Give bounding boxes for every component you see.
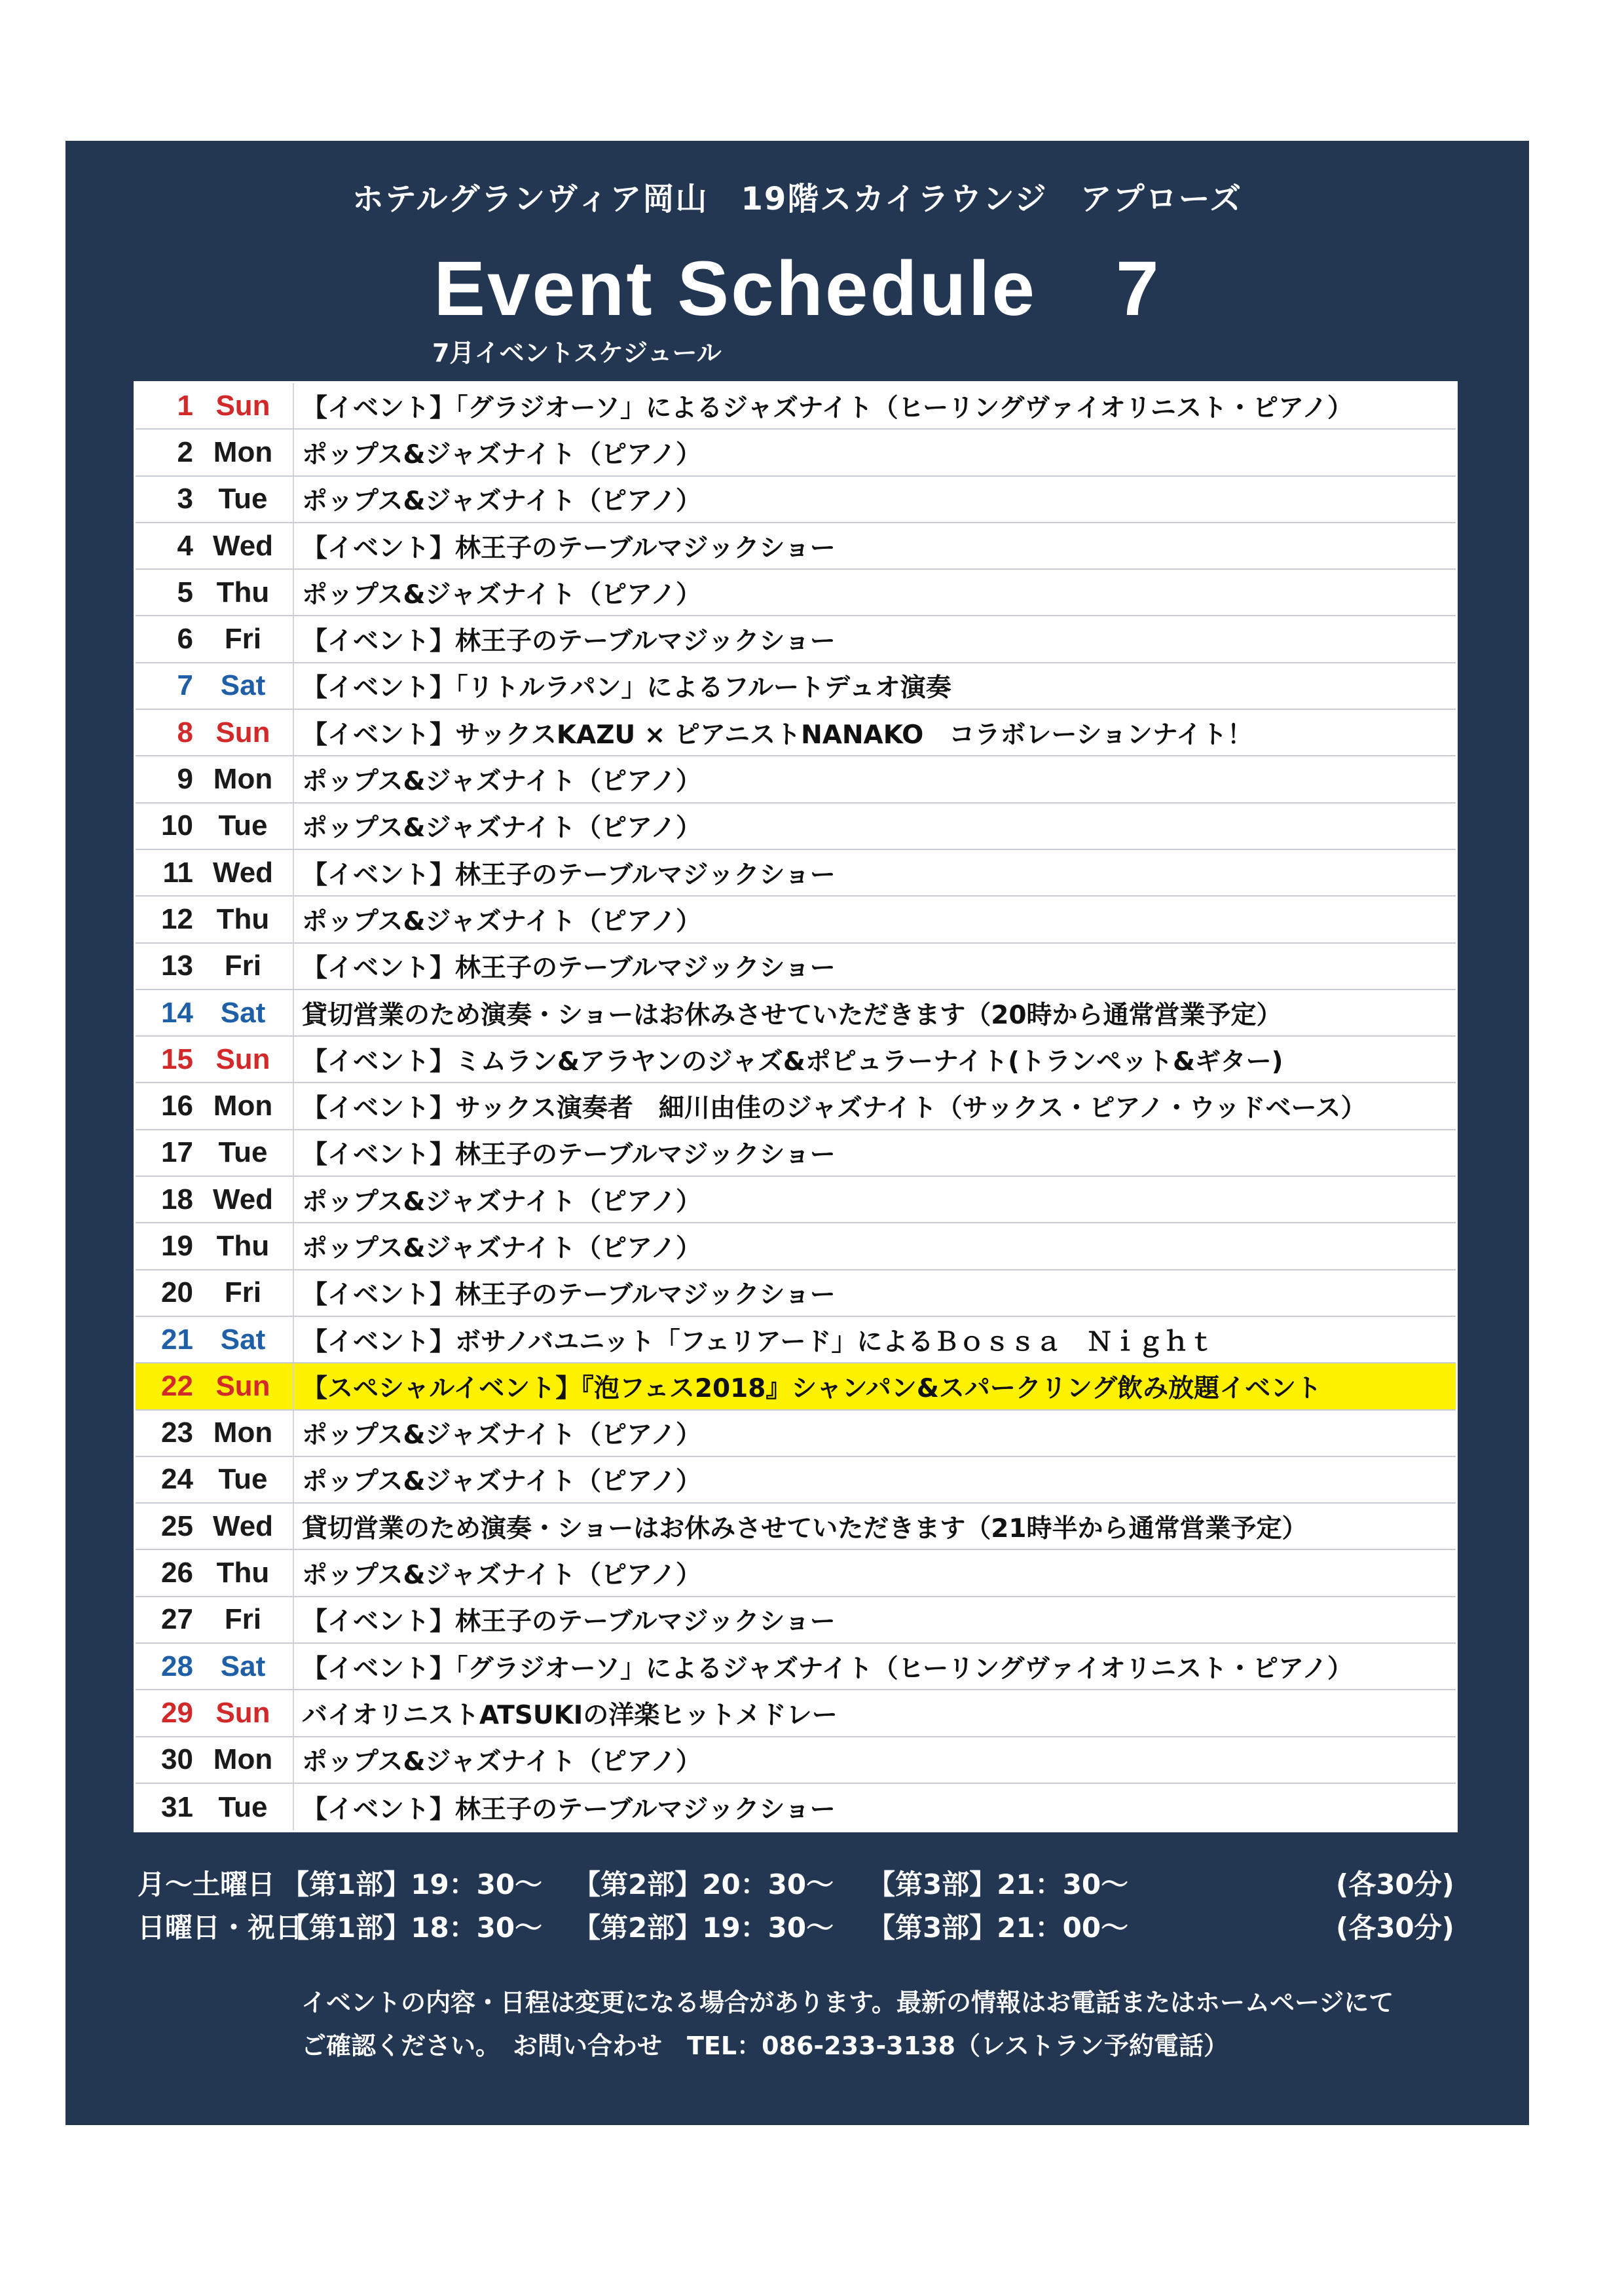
schedule-event: ポップス&ジャズナイト（ピアノ）: [302, 439, 702, 470]
schedule-row: [136, 1737, 1456, 1784]
schedule-row: [136, 1550, 1456, 1597]
schedule-weekday: Thu: [216, 1229, 270, 1262]
schedule-weekday: Wed: [212, 529, 274, 562]
schedule-weekday: Thu: [216, 1557, 270, 1589]
schedule-row: [136, 1083, 1456, 1130]
schedule-row: [136, 1270, 1456, 1317]
schedule-row: [136, 1363, 1456, 1410]
schedule-weekday: Mon: [213, 1090, 273, 1122]
schedule-event: ポップス&ジャズナイト（ピアノ）: [302, 1187, 702, 1217]
schedule-event: 【イベント】「グラジオーソ」によるジャズナイト（ヒーリングヴァイオリニスト・ピアノ）: [302, 1654, 1353, 1684]
hours-part2: 【第2部】19：30～: [573, 1912, 834, 1944]
schedule-event: 【イベント】「リトルラパン」によるフルートデュオ演奏: [302, 673, 951, 703]
schedule-weekday: Tue: [218, 809, 268, 842]
schedule-weekday: Thu: [216, 902, 270, 935]
schedule-date: 18: [161, 1183, 193, 1215]
schedule-weekday: Wed: [212, 856, 274, 889]
schedule-row: [136, 756, 1456, 803]
schedule-weekday: Fri: [224, 623, 262, 656]
schedule-event: 貸切営業のため演奏・ショーはお休みさせていただきます（20時から通常営業予定）: [302, 1000, 1282, 1030]
schedule-row: [136, 1177, 1456, 1223]
schedule-date: 6: [177, 623, 193, 656]
schedule-row: [136, 1690, 1456, 1737]
schedule-event: 【イベント】林王子のテーブルマジックショー: [302, 1607, 836, 1637]
schedule-row: [136, 1597, 1456, 1644]
schedule-row: [136, 1037, 1456, 1083]
schedule-row: [136, 383, 1456, 430]
schedule-date: 8: [177, 716, 193, 749]
schedule-event: ポップス&ジャズナイト（ピアノ）: [302, 906, 702, 936]
schedule-date: 10: [161, 809, 193, 842]
schedule-date: 14: [161, 996, 193, 1029]
notice-line: ご確認ください。 お問い合わせ TEL：086-233-3138（レストラン予約電話）: [301, 2031, 1228, 2060]
page-title: Event Schedule 7: [434, 246, 1161, 332]
schedule-date: 9: [177, 763, 193, 796]
schedule-row: [136, 523, 1456, 570]
hours-part3: 【第3部】21：00～: [868, 1912, 1129, 1944]
event-poster: [65, 141, 1529, 2125]
schedule-date: 24: [161, 1463, 193, 1496]
schedule-weekday: Sun: [215, 389, 270, 422]
schedule-event: 【スペシャルイベント】『泡フェス2018』シャンパン&スパークリング飲み放題イベント: [302, 1373, 1322, 1403]
schedule-event: 【イベント】林王子のテーブルマジックショー: [302, 1794, 836, 1824]
schedule-date: 22: [161, 1369, 193, 1402]
schedule-row: [136, 570, 1456, 616]
schedule-table: [134, 381, 1458, 1832]
schedule-row: [136, 990, 1456, 1037]
schedule-row: [136, 897, 1456, 943]
schedule-weekday: Sat: [220, 1650, 266, 1682]
schedule-event: ポップス&ジャズナイト（ピアノ）: [302, 1561, 702, 1591]
hours-label: 日曜日・祝日: [138, 1912, 303, 1944]
schedule-event: 【イベント】サックス演奏者 細川由佳のジャズナイト（サックス・ピアノ・ウッドベース）: [302, 1094, 1367, 1124]
schedule-event: バイオリニストATSUKIの洋楽ヒットメドレー: [302, 1700, 838, 1730]
hours-label: 月～土曜日: [138, 1868, 276, 1900]
hours-part1: 【第1部】19：30～: [282, 1868, 543, 1900]
schedule-event: ポップス&ジャズナイト（ピアノ）: [302, 1747, 702, 1777]
schedule-event: ポップス&ジャズナイト（ピアノ）: [302, 813, 702, 843]
hours-part2: 【第2部】20：30～: [573, 1868, 834, 1900]
schedule-date: 12: [161, 902, 193, 935]
schedule-weekday: Wed: [212, 1183, 274, 1215]
hours-duration: (各30分): [1336, 1912, 1454, 1944]
schedule-weekday: Sat: [220, 996, 266, 1029]
schedule-weekday: Sun: [215, 1369, 270, 1402]
schedule-event: 【イベント】サックスKAZU × ピアニストNANAKO コラボレーションナイト！: [302, 720, 1253, 750]
schedule-event: 【イベント】ミムラン&アラヤンのジャズ&ポピュラーナイト(トランペット&ギター): [302, 1046, 1283, 1077]
schedule-weekday: Mon: [213, 1416, 273, 1449]
schedule-event: ポップス&ジャズナイト（ピアノ）: [302, 580, 702, 610]
schedule-row: [136, 1457, 1456, 1504]
schedule-event: 【イベント】ボサノバユニット「フェリアード」によるＢｏｓｓａ Ｎｉｇｈｔ: [302, 1327, 1215, 1357]
schedule-date: 17: [161, 1136, 193, 1169]
schedule-event: ポップス&ジャズナイト（ピアノ）: [302, 1467, 702, 1497]
notice-text: [301, 1981, 1393, 2067]
schedule-row: [136, 710, 1456, 756]
schedule-date: 29: [161, 1696, 193, 1729]
page-subtitle: 7月イベントスケジュール: [432, 339, 722, 367]
schedule-weekday: Sun: [215, 1043, 270, 1075]
schedule-event: ポップス&ジャズナイト（ピアノ）: [302, 487, 702, 517]
schedule-date: 1: [177, 389, 193, 422]
schedule-weekday: Mon: [213, 763, 273, 796]
schedule-row: [136, 663, 1456, 710]
schedule-row: [136, 1317, 1456, 1363]
schedule-row: [136, 616, 1456, 663]
schedule-date: 26: [161, 1557, 193, 1589]
schedule-row: [136, 944, 1456, 990]
schedule-weekday: Tue: [218, 1136, 268, 1169]
schedule-row: [136, 804, 1456, 850]
schedule-weekday: Wed: [212, 1509, 274, 1542]
schedule-date: 31: [161, 1790, 193, 1823]
schedule-weekday: Tue: [218, 1790, 268, 1823]
schedule-event: 【イベント】林王子のテーブルマジックショー: [302, 627, 836, 657]
hours-part3: 【第3部】21：30～: [868, 1868, 1129, 1900]
schedule-date: 28: [161, 1650, 193, 1682]
schedule-event: 【イベント】林王子のテーブルマジックショー: [302, 1140, 836, 1170]
schedule-date: 11: [162, 856, 193, 889]
schedule-weekday: Sat: [220, 669, 266, 702]
schedule-event: 【イベント】「グラジオーソ」によるジャズナイト（ヒーリングヴァイオリニスト・ピアノ）: [302, 393, 1353, 423]
schedule-date: 15: [161, 1043, 193, 1075]
schedule-date: 19: [161, 1229, 193, 1262]
schedule-date: 20: [161, 1276, 193, 1309]
schedule-weekday: Mon: [213, 1743, 273, 1776]
schedule-row: [136, 1644, 1456, 1690]
schedule-weekday: Sat: [220, 1323, 266, 1356]
schedule-weekday: Fri: [224, 1276, 262, 1309]
schedule-date: 27: [161, 1603, 193, 1636]
schedule-weekday: Sun: [215, 1696, 270, 1729]
schedule-date: 23: [161, 1416, 193, 1449]
schedule-event: ポップス&ジャズナイト（ピアノ）: [302, 767, 702, 797]
schedule-date: 25: [161, 1509, 193, 1542]
notice-line: イベントの内容・日程は変更になる場合があります。最新の情報はお電話またはホームページにて: [301, 1988, 1394, 2017]
schedule-row: [136, 850, 1456, 897]
schedule-weekday: Sun: [215, 716, 270, 749]
schedule-date: 4: [177, 529, 193, 562]
schedule-date: 21: [161, 1323, 193, 1356]
schedule-row: [136, 1223, 1456, 1270]
schedule-row: [136, 1504, 1456, 1550]
schedule-row: [136, 430, 1456, 476]
schedule-event: 貸切営業のため演奏・ショーはお休みさせていただきます（21時半から通常営業予定）: [302, 1513, 1308, 1544]
schedule-row: [136, 1784, 1456, 1830]
schedule-weekday: Tue: [218, 1463, 268, 1496]
hours-part1: 【第1部】18：30～: [282, 1912, 543, 1944]
schedule-weekday: Mon: [213, 435, 273, 468]
schedule-event: ポップス&ジャズナイト（ピアノ）: [302, 1233, 702, 1263]
schedule-date: 7: [177, 669, 193, 702]
schedule-event: 【イベント】林王子のテーブルマジックショー: [302, 1280, 836, 1310]
schedule-event: 【イベント】林王子のテーブルマジックショー: [302, 533, 836, 563]
schedule-date: 13: [161, 950, 193, 982]
schedule-date: 3: [177, 483, 193, 515]
schedule-date: 5: [177, 576, 193, 608]
schedule-weekday: Fri: [224, 1603, 262, 1636]
schedule-event: 【イベント】林王子のテーブルマジックショー: [302, 954, 836, 984]
schedule-row: [136, 1411, 1456, 1457]
schedule-weekday: Thu: [216, 576, 270, 608]
schedule-weekday: Tue: [218, 483, 268, 515]
hours-duration: (各30分): [1336, 1868, 1454, 1900]
schedule-event: ポップス&ジャズナイト（ピアノ）: [302, 1420, 702, 1451]
schedule-weekday: Fri: [224, 950, 262, 982]
schedule-row: [136, 477, 1456, 523]
schedule-event: 【イベント】林王子のテーブルマジックショー: [302, 860, 836, 890]
schedule-row: [136, 1130, 1456, 1177]
schedule-date: 2: [177, 435, 193, 468]
venue-name: ホテルグランヴィア岡山 19階スカイラウンジ アプローズ: [352, 181, 1243, 217]
schedule-date: 16: [161, 1090, 193, 1122]
schedule-date: 30: [161, 1743, 193, 1776]
